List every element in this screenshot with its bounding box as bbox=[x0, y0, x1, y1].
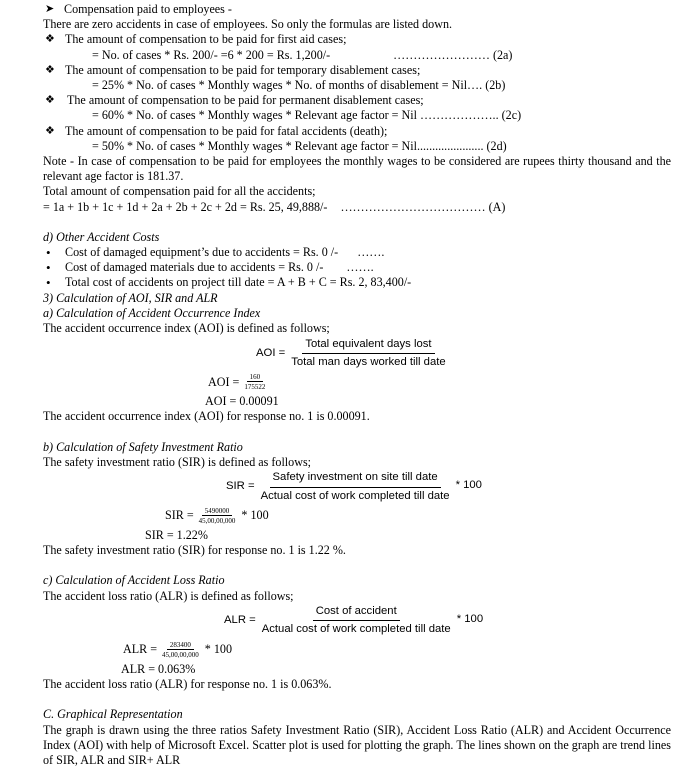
total-formula: = 1a + 1b + 1c + 1d + 2a + 2b + 2c + 2d = Rs. 25, 49,888/- ……………………………… (A) bbox=[43, 199, 506, 214]
arrow-bullet-icon: ➤ bbox=[45, 3, 55, 15]
section3-heading: 3) Calculation of AOI, SIR and ALR bbox=[43, 290, 218, 305]
aoi-calc-fraction: $\frac{160}{175522}$ bbox=[244, 373, 266, 392]
sir-intro: The safety investment ratio (SIR) is defined as follows; bbox=[43, 454, 312, 469]
alr-conclusion: The accident loss ratio (ALR) for response no. 1 is 0.063%. bbox=[43, 677, 332, 692]
bullet-dot-icon: • bbox=[46, 245, 51, 261]
bullet-dot-icon: • bbox=[46, 260, 51, 276]
compensation-item: ❖ The amount of compensation to be paid for first aid cases; bbox=[45, 32, 347, 47]
compensation-heading: ➤ Compensation paid to employees - bbox=[45, 2, 232, 16]
diamond-bullet-icon: ❖ bbox=[45, 124, 55, 137]
diamond-bullet-icon: ❖ bbox=[45, 33, 55, 46]
graphical-paragraph: The graph is drawn using the three ratios Safety Investment Ratio (SIR), Accident Loss Ratio (ALR) and Accident Occurrence Index (AOI) with help of Microsoft Excel. Scatter plot is used for plotting the graph. The lines shown on the graph are trend lines of SIR, ALR and SIR+ ALR bbox=[43, 722, 671, 767]
sir-calculation: SIR = $\frac{5490000}{45,00,00,000}$ * 100 bbox=[165, 507, 269, 526]
compensation-formula: = 60% * No. of cases * Monthly wages * Relevant age factor = Nil ……………….. (2c) bbox=[92, 108, 522, 123]
compensation-formula: = 50% * No. of cases * Monthly wages * Relevant age factor = Nil...................... (2d) bbox=[92, 138, 507, 153]
sir-definition: SIR = $\frac{\text{Safety investment on site till date}}{\text{Actual cost of work completed till date}}$ * 100 bbox=[43, 470, 671, 504]
compensation-item: ❖ The amount of compensation to be paid for permanent disablement cases; bbox=[45, 93, 424, 108]
alr-heading: c) Calculation of Accident Loss Ratio bbox=[43, 573, 225, 588]
compensation-note: Note - In case of compensation to be paid for employees the monthly wages to be considered are rupees thirty thousand and the relevant age factor is 181.37. bbox=[43, 154, 671, 184]
aoi-result: AOI = 0.00091 bbox=[205, 394, 279, 409]
total-label: Total amount of compensation paid for all the accidents; bbox=[43, 184, 316, 199]
aoi-definition: AOI = $\frac{\text{Total equivalent days lost}}{\text{Total man days worked till date}}$ bbox=[43, 336, 671, 370]
sir-conclusion: The safety investment ratio (SIR) for response no. 1 is 1.22 %. bbox=[43, 543, 346, 558]
sir-heading: b) Calculation of Safety Investment Ratio bbox=[43, 439, 243, 454]
compensation-item: ❖ The amount of compensation to be paid for fatal accidents (death); bbox=[45, 123, 388, 138]
aoi-conclusion: The accident occurrence index (AOI) for response no. 1 is 0.00091. bbox=[43, 409, 370, 424]
alr-calc-fraction: $\frac{283400}{45,00,00,000}$ bbox=[162, 640, 199, 659]
alr-definition: ALR = $\frac{\text{Cost of accident}}{\text{Actual cost of work completed till date}}$ * 100 bbox=[43, 604, 671, 638]
aoi-intro: The accident occurrence index (AOI) is defined as follows; bbox=[43, 321, 330, 336]
alr-intro: The accident loss ratio (ALR) is defined as follows; bbox=[43, 588, 294, 603]
diamond-bullet-icon: ❖ bbox=[45, 94, 55, 107]
other-costs-heading: d) Other Accident Costs bbox=[43, 229, 160, 244]
compensation-item: ❖ The amount of compensation to be paid for temporary disablement cases; bbox=[45, 62, 421, 77]
bullet-dot-icon: • bbox=[46, 275, 51, 291]
other-cost-item: • Total cost of accidents on project till date = A + B + C = Rs. 2, 83,400/- bbox=[46, 275, 412, 291]
alr-fraction: $\frac{\text{Cost of accident}}{\text{Actual cost of work completed till date}}$ bbox=[261, 605, 451, 636]
sir-result: SIR = 1.22% bbox=[145, 528, 208, 543]
compensation-formula: = 25% * No. of cases * Monthly wages * No. of months of disablement = Nil…. (2b) bbox=[92, 78, 506, 93]
sir-calc-fraction: $\frac{5490000}{45,00,00,000}$ bbox=[198, 507, 236, 526]
alr-calculation: ALR = $\frac{283400}{45,00,00,000}$ * 100 bbox=[123, 640, 233, 659]
sir-fraction: $\frac{\text{Safety investment on site till date}}{\text{Actual cost of work completed till date}}$ bbox=[260, 471, 450, 502]
aoi-fraction: $\frac{\text{Total equivalent days lost}}{\text{Total man days worked till date}}$ bbox=[291, 337, 446, 368]
alr-result: ALR = 0.063% bbox=[121, 661, 196, 676]
diamond-bullet-icon: ❖ bbox=[45, 63, 55, 76]
aoi-heading: a) Calculation of Accident Occurrence Index bbox=[43, 305, 261, 320]
other-cost-item: • Cost of damaged equipment’s due to accidents = Rs. 0 /- ……. bbox=[46, 245, 385, 261]
compensation-formula: = No. of cases * Rs. 200/- =6 * 200 = Rs. 1,200/- …………………… (2a) bbox=[92, 47, 513, 62]
other-cost-item: • Cost of damaged materials due to accidents = Rs. 0 /- ……. bbox=[46, 260, 374, 276]
compensation-intro: There are zero accidents in case of employees. So only the formulas are listed down. bbox=[43, 17, 453, 32]
graphical-heading: C. Graphical Representation bbox=[43, 707, 183, 722]
aoi-calculation: AOI = $\frac{160}{175522}$ bbox=[43, 370, 671, 394]
